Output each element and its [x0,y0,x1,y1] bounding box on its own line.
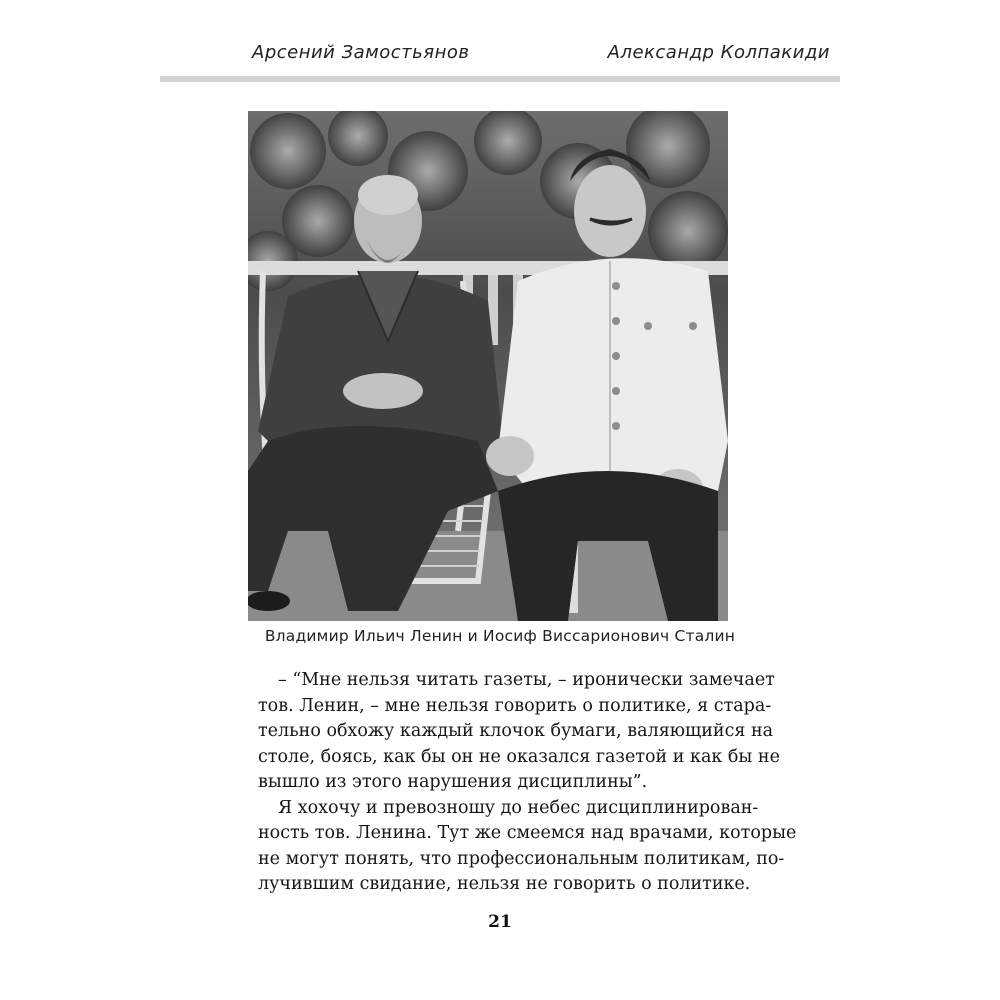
photo-illustration [248,111,728,621]
text-line: лучившим свидание, нельзя не говорить о политике. [258,874,751,894]
text-line: столе, боясь, как бы он не оказался газетой и как бы не [258,746,780,767]
historical-photo [248,111,728,621]
running-header [160,42,840,70]
text-line: Я хохочу и превозношу до небес дисциплинирован- [278,797,759,818]
text-line: не могут понять, что профессиональным политикам, по- [258,848,785,869]
header-author-right: Александр Колпакиди [607,42,830,63]
photo-caption: Владимир Ильич Ленин и Иосиф Виссарионович Сталин [264,627,736,645]
header-rule [160,76,840,82]
header-author-left: Арсений Замостьянов [252,42,470,63]
text-line: вышло из этого нарушения дисциплины”. [258,772,648,792]
text-line: ность тов. Ленина. Тут же смеемся над врачами, которые [258,823,797,843]
page-number: 21 [488,912,512,932]
text-line: – “Мне нельзя читать газеты, – иронически замечает [278,670,775,690]
text-line: тов. Ленин, – мне нельзя говорить о политике, я стара- [258,695,772,716]
text-line: тельно обхожу каждый клочок бумаги, валяющийся на [258,721,774,741]
body-text [258,668,797,898]
